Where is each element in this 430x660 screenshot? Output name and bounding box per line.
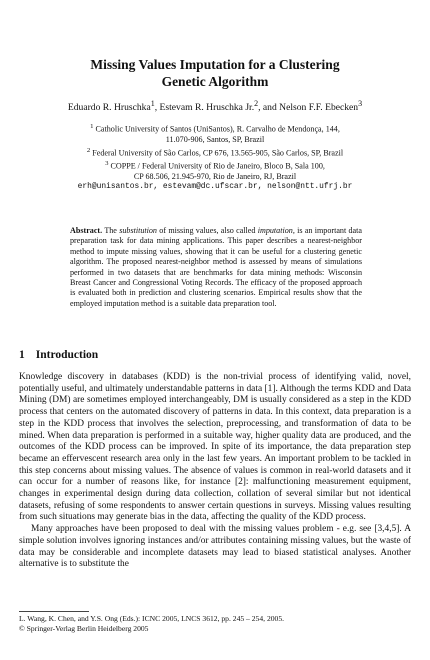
author-1-affil: 1 bbox=[150, 99, 155, 108]
affiliation-1-marker: 1 bbox=[90, 123, 94, 130]
author-3-affil: 3 bbox=[358, 99, 363, 108]
affiliation-2-text: Federal University of São Carlos, CP 676, 13.565-905, São Carlos, SP, Brazil bbox=[92, 148, 344, 158]
section-title: Introduction bbox=[35, 349, 99, 361]
affiliation-1-cont: 11.070-906, Santos, SP, Brazil bbox=[165, 135, 265, 145]
author-list: Eduardo R. Hruschka$^1$, Estevam R. Hruschka Jr.$^2$, and Nelson F.F. Ebecken$^3$ bbox=[67, 99, 363, 114]
affiliation-3-text: COPPE / Federal University of Rio de Janeiro, Bloco B, Sala 100, bbox=[110, 161, 325, 171]
author-1: Eduardo R. Hruschka bbox=[67, 102, 151, 114]
affiliation-3-marker: 3 bbox=[105, 159, 109, 167]
affiliation-2 bbox=[30, 146, 400, 159]
abstract bbox=[70, 226, 362, 309]
footer-rule bbox=[19, 611, 89, 612]
author-3: and Nelson F.F. Ebecken bbox=[262, 102, 359, 114]
abstract-text-3: , is an important data preparation task for data mining applications. This paper describes a nearest-neighbor method to impute missing values, showing that it can be useful for a clustering genetic algorithm. The proposed nearest-neighbor method is assessed by means of simulations performed in two datasets that are benchmarks for data mining methods: Wisconsin Breast Cancer and Congressional Voting Records. The efficacy of the proposed approach is evaluated both in prediction and clustering scenarios. Empirical results show that the employed imputation method is a suitable data preparation tool. bbox=[70, 226, 362, 308]
section-number: 1 bbox=[19, 349, 25, 361]
author-emails: erh@unisantos.br, estevam@dc.ufscar.br, nelson@ntt.ufrj.br bbox=[77, 182, 353, 192]
paragraph-1: Knowledge discovery in databases (KDD) is the non-trivial process of identifying valid, novel, potentially useful, and ultimately understandable patterns in data [1]. Although the terms KDD and Data Mining (DM) are sometimes employed interchangeably, DM is usually considered as a step in the KDD process that centers on the automated discovery of patterns in data. In this context, data preparation is a step in the KDD process that involves the selection, preprocessing, and transformation of data to be mined. When data preparation is performed in a suitable way, higher quality data are produced, and the outcomes of the KDD process can be improved. In spite of its importance, the data preparation step became an effervescent research area only in the last few years. An important problem to be tackled in this step concerns about missing values. The absence of values is common in real-world datasets and it can occur for a number of reasons like, for instance [2]: malfunctioning measurement equipment, changes in experimental design during data collection, collation of several similar but not identical datasets, refusing of some respondents to answer certain questions in surveys. Missing values resulting from such situations may generate bias in the data, affecting the quality of the KDD process. bbox=[19, 372, 411, 523]
footer-citation: L. Wang, K. Chen, and Y.S. Ong (Eds.): ICNC 2005, LNCS 3612, pp. 245 – 254, 2005. bbox=[19, 614, 285, 623]
affiliation-2-marker: 2 bbox=[86, 146, 91, 154]
abstract-term-imputation: imputation bbox=[257, 226, 293, 235]
title-line-1: Missing Values Imputation for a Clustering bbox=[90, 57, 340, 72]
paragraph-2: Many approaches have been proposed to deal with the missing values problem - e.g. see [3,4,5]. A simple solution involves ignoring instances and/or attributes containing missing values, but the waste of data may be considerable and incomplete datasets may lead to biased statistical analyses. Another alternative is to substitute the bbox=[19, 524, 411, 570]
affiliation-1-text: Catholic University of Santos (UniSantos), R. Carvalho de Mendonça, 144, bbox=[95, 124, 340, 134]
abstract-text-1: The bbox=[104, 226, 117, 235]
title-line-2: Genetic Algorithm bbox=[161, 74, 269, 89]
abstract-label: Abstract. bbox=[70, 226, 103, 235]
page-footer bbox=[19, 614, 411, 633]
body-text bbox=[19, 372, 411, 571]
affiliations bbox=[30, 122, 400, 193]
affiliation-3 bbox=[30, 159, 400, 172]
paper-title bbox=[40, 56, 390, 90]
author-2: Estevam R. Hruschka Jr. bbox=[159, 102, 255, 114]
abstract-text-2: of missing values, also called bbox=[159, 226, 256, 235]
affiliation-3-cont: CP 68.506, 21.945-970, Rio de Janeiro, RJ, Brazil bbox=[133, 171, 297, 181]
author-2-affil: 2 bbox=[254, 99, 259, 108]
section-heading bbox=[19, 348, 98, 362]
abstract-term-substitution: substitution bbox=[119, 226, 157, 235]
footer-copyright: © Springer-Verlag Berlin Heidelberg 2005 bbox=[19, 623, 149, 633]
affiliation-1 bbox=[30, 122, 400, 135]
